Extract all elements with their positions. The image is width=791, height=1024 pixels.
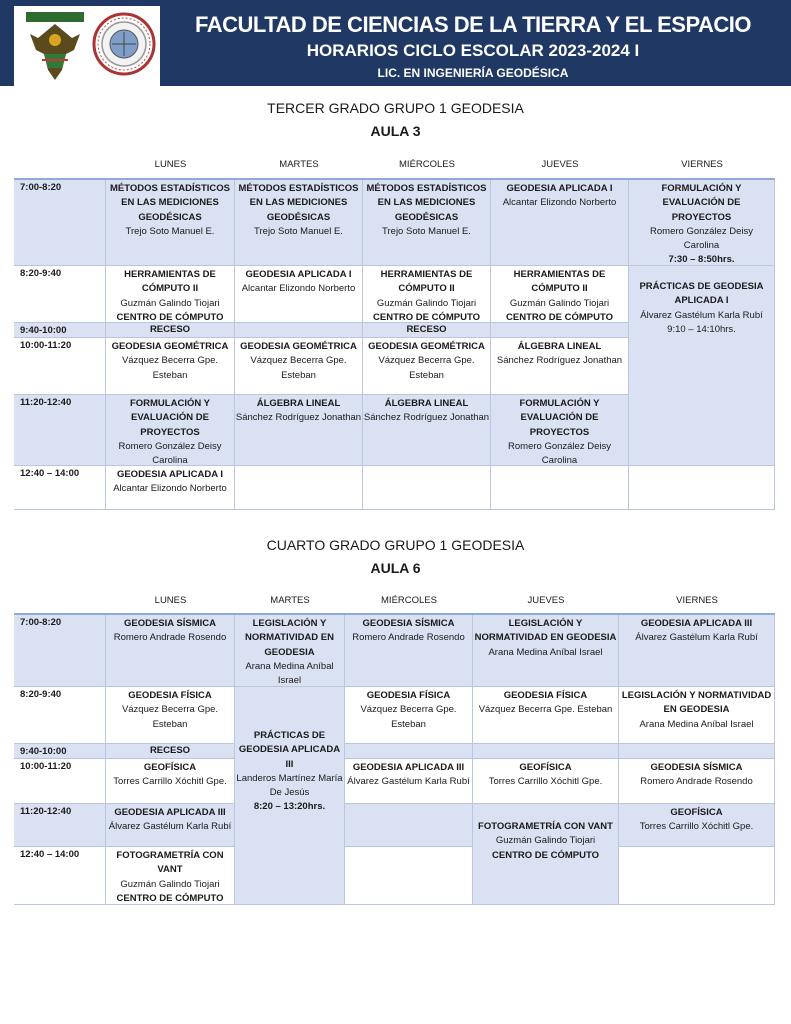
empty-cell <box>363 466 491 510</box>
header-program: LIC. EN INGENIERÍA GEODÉSICA <box>377 66 569 80</box>
class-cell: GEODESIA SÍSMICA Romero Andrade Rosendo <box>345 615 473 687</box>
class-cell: GEOFÍSICA Torres Carrillo Xóchitl Gpe. <box>473 759 619 804</box>
empty-cell <box>491 466 629 510</box>
section-aula-6: AULA 6 <box>370 560 421 576</box>
class-cell: GEODESIA GEOMÉTRICA Vázquez Becerra Gpe. Esteban <box>106 338 235 395</box>
day-header-martes: MARTES <box>270 595 310 606</box>
class-cell: LEGISLACIÓN Y NORMATIVIDAD EN GEODESIA Arana Medina Aníbal Israel <box>619 687 775 744</box>
empty-cell <box>345 847 473 905</box>
class-cell: FORMULACIÓN Y EVALUACIÓN DE PROYECTOS Romero González Deisy Carolina <box>491 395 629 466</box>
day-header-lunes: LUNES <box>154 159 187 170</box>
class-cell: GEODESIA GEOMÉTRICA Vázquez Becerra Gpe. Esteban <box>363 338 491 395</box>
class-cell: MÉTODOS ESTADÍSTICOS EN LAS MEDICIONES GEODÉSICAS Trejo Soto Manuel E. <box>106 180 235 266</box>
section-aula-3: AULA 3 <box>370 123 421 139</box>
time-slot: 12:40 – 14:00 <box>14 466 106 510</box>
class-cell: ÁLGEBRA LINEAL Sánchez Rodríguez Jonathan <box>363 395 491 466</box>
empty-cell <box>345 744 473 759</box>
recess-cell: RECESO <box>363 323 491 338</box>
class-cell: HERRAMIENTAS DE CÓMPUTO II Guzmán Galindo Tiojari CENTRO DE CÓMPUTO <box>491 266 629 323</box>
class-cell: GEODESIA APLICADA I Alcantar Elizondo Norberto <box>106 466 235 510</box>
class-cell: GEOFÍSICA Torres Carrillo Xóchitl Gpe. <box>619 804 775 847</box>
class-cell: GEODESIA APLICADA I Alcantar Elizondo Norberto <box>235 266 363 323</box>
day-header-miercoles: MIÉRCOLES <box>399 159 455 170</box>
practice-cell: PRÁCTICAS DE GEODESIA APLICADA I Álvarez Gastélum Karla Rubí 9:10 – 14:10hrs. <box>629 266 775 466</box>
class-cell: GEODESIA GEOMÉTRICA Vázquez Becerra Gpe. Esteban <box>235 338 363 395</box>
day-header-viernes: VIERNES <box>676 595 718 606</box>
empty-cell <box>619 744 775 759</box>
header-title: FACULTAD DE CIENCIAS DE LA TIERRA Y EL ESPACIO <box>195 12 751 37</box>
university-seal-logo <box>92 12 156 76</box>
time-slot: 8:20-9:40 <box>14 266 106 323</box>
class-cell: HERRAMIENTAS DE CÓMPUTO II Guzmán Galindo Tiojari CENTRO DE CÓMPUTO <box>106 266 235 323</box>
class-cell: GEODESIA SÍSMICA Romero Andrade Rosendo <box>619 759 775 804</box>
schedule-table-cuarto-grado <box>14 613 775 905</box>
empty-cell <box>235 323 363 338</box>
class-cell: GEODESIA FÍSICA Vázquez Becerra Gpe. Esteban <box>473 687 619 744</box>
class-cell: LEGISLACIÓN Y NORMATIVIDAD EN GEODESIA Arana Medina Aníbal Israel <box>235 615 345 687</box>
recess-cell: RECESO <box>106 323 235 338</box>
class-cell: ÁLGEBRA LINEAL Sánchez Rodríguez Jonathan <box>491 338 629 395</box>
day-header-jueves: JUEVES <box>541 159 579 170</box>
practice-cell: PRÁCTICAS DE GEODESIA APLICADA III Landeros Martínez María De Jesús 8:20 – 13:20hrs. <box>235 687 345 905</box>
logos-area <box>14 6 160 86</box>
class-cell: HERRAMIENTAS DE CÓMPUTO II Guzmán Galindo Tiojari CENTRO DE CÓMPUTO <box>363 266 491 323</box>
header-banner <box>0 0 791 86</box>
time-slot: 10:00-11:20 <box>14 338 106 395</box>
day-header-lunes: LUNES <box>154 595 187 606</box>
day-header-martes: MARTES <box>279 159 319 170</box>
empty-cell <box>345 804 473 847</box>
time-slot: 9:40-10:00 <box>14 744 106 759</box>
time-slot: 7:00-8:20 <box>14 615 106 687</box>
empty-cell <box>619 847 775 905</box>
time-slot: 11:20-12:40 <box>14 395 106 466</box>
day-header-jueves: JUEVES <box>527 595 565 606</box>
class-cell: ÁLGEBRA LINEAL Sánchez Rodríguez Jonathan <box>235 395 363 466</box>
class-cell: MÉTODOS ESTADÍSTICOS EN LAS MEDICIONES GEODÉSICAS Trejo Soto Manuel E. <box>363 180 491 266</box>
day-header-viernes: VIERNES <box>681 159 723 170</box>
empty-cell <box>473 744 619 759</box>
empty-cell <box>491 323 629 338</box>
section-title-tercer-grado: TERCER GRADO GRUPO 1 GEODESIA <box>267 100 524 116</box>
header-subtitle: HORARIOS CICLO ESCOLAR 2023-2024 I <box>306 41 640 60</box>
class-cell: GEOFÍSICA Torres Carrillo Xóchitl Gpe. <box>106 759 235 804</box>
day-header-miercoles: MIÉRCOLES <box>381 595 437 606</box>
class-cell: GEODESIA APLICADA III Álvarez Gastélum Karla Rubí <box>345 759 473 804</box>
class-cell: FORMULACIÓN Y EVALUACIÓN DE PROYECTOS Romero González Deisy Carolina 7:30 – 8:50hrs. <box>629 180 775 266</box>
faculty-eagle-logo <box>24 10 86 82</box>
recess-cell: RECESO <box>106 744 235 759</box>
class-cell: GEODESIA FÍSICA Vázquez Becerra Gpe. Esteban <box>345 687 473 744</box>
class-cell: FORMULACIÓN Y EVALUACIÓN DE PROYECTOS Romero González Deisy Carolina <box>106 395 235 466</box>
class-cell: GEODESIA FÍSICA Vázquez Becerra Gpe. Esteban <box>106 687 235 744</box>
time-slot: 9:40-10:00 <box>14 323 106 338</box>
class-cell: GEODESIA APLICADA III Álvarez Gastélum Karla Rubí <box>106 804 235 847</box>
empty-cell <box>235 466 363 510</box>
time-slot: 8:20-9:40 <box>14 687 106 744</box>
time-slot: 7:00-8:20 <box>14 180 106 266</box>
class-cell: GEODESIA APLICADA III Álvarez Gastélum Karla Rubí <box>619 615 775 687</box>
schedule-table-tercer-grado <box>14 178 775 510</box>
class-cell: LEGISLACIÓN Y NORMATIVIDAD EN GEODESIA Arana Medina Aníbal Israel <box>473 615 619 687</box>
empty-cell <box>629 466 775 510</box>
class-cell: MÉTODOS ESTADÍSTICOS EN LAS MEDICIONES GEODÉSICAS Trejo Soto Manuel E. <box>235 180 363 266</box>
section-title-cuarto-grado: CUARTO GRADO GRUPO 1 GEODESIA <box>266 537 525 553</box>
time-slot: 11:20-12:40 <box>14 804 106 847</box>
time-slot: 12:40 – 14:00 <box>14 847 106 905</box>
time-slot: 10:00-11:20 <box>14 759 106 804</box>
class-cell: FOTOGRAMETRÍA CON VANT Guzmán Galindo Tiojari CENTRO DE CÓMPUTO <box>106 847 235 905</box>
class-cell: FOTOGRAMETRÍA CON VANT Guzmán Galindo Tiojari CENTRO DE CÓMPUTO <box>473 804 619 905</box>
class-cell: GEODESIA APLICADA I Alcantar Elizondo Norberto <box>491 180 629 266</box>
class-cell: GEODESIA SÍSMICA Romero Andrade Rosendo <box>106 615 235 687</box>
